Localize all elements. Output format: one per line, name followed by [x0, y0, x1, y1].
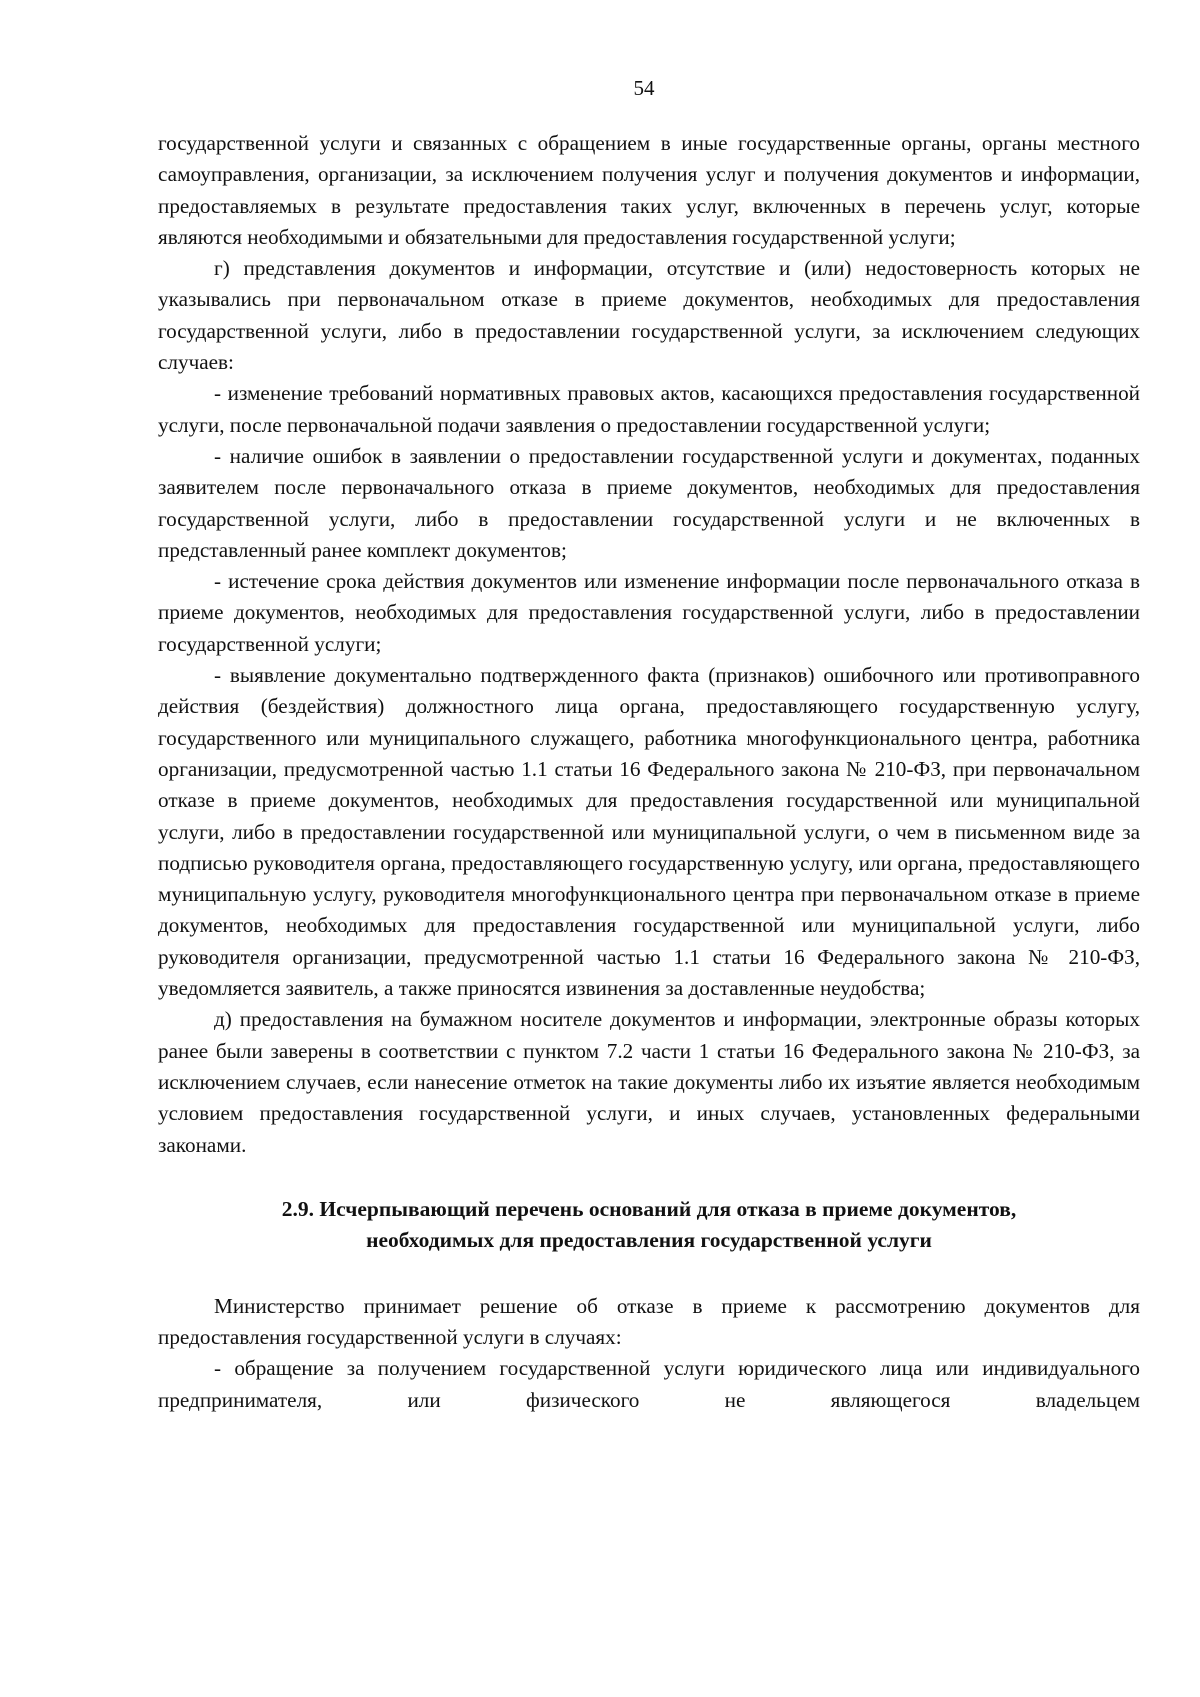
paragraph-ministry-decision: Министерство принимает решение об отказе в приеме к рассмотрению документов для предоставления государственной услуги в случаях: [158, 1293, 1140, 1350]
document-body [158, 128, 1140, 1416]
paragraph-bullet-legal-entity: - обращение за получением государственной услуги юридического лица или индивидуального предпринимателя, или физического не являющегося владельцем [158, 1356, 1140, 1412]
section-heading-line-1: 2.9. Исчерпывающий перечень оснований для отказа в приеме документов, [281, 1196, 1017, 1221]
section-heading [158, 1194, 1140, 1256]
paragraph-item-d: д) предоставления на бумажном носителе документов и информации, электронные образы которых ранее были заверены в соответствии с пунктом 7.2 части 1 статьи 16 Федерального закона № 210-ФЗ, за исключением случаев, если нанесение отметок на такие документы либо их изъятие является необходимым условием предоставления государственной услуги, и иных случаев, установленных федеральными законами. [158, 1007, 1140, 1157]
paragraph-item-g: г) представления документов и информации, отсутствие и (или) недостоверность которых не указывались при первоначальном отказе в приеме документов, необходимых для предоставления государственной услуги, либо в предоставлении государственной услуги, за исключением следующих случаев: [158, 256, 1140, 375]
paragraph-bullet-expiry: - истечение срока действия документов или изменение информации после первоначального отказа в приеме документов, необходимых для предоставления государственной услуги, либо в предоставлении государственной услуги; [158, 569, 1140, 656]
section-heading-line-2: необходимых для предоставления государственной услуги [366, 1227, 932, 1252]
paragraph-bullet-wrongful-action: - выявление документально подтвержденного факта (признаков) ошибочного или противоправного действия (бездействия) должностного лица органа, предоставляющего государственную услугу, государственного или муниципального служащего, работника многофункционального центра, работника организации, предусмотренной частью 1.1 статьи 16 Федерального закона № 210-ФЗ, при первоначальном отказе в приеме документов, необходимых для предоставления государственной или муниципальной услуги, либо в предоставлении государственной или муниципальной услуги, о чем в письменном виде за подписью руководителя органа, предоставляющего государственную услугу, или органа, предоставляющего муниципальную услугу, руководителя многофункционального центра при первоначальном отказе в приеме документов, необходимых для предоставления государственной или муниципальной услуги, либо руководителя организации, предусмотренной частью 1.1 статьи 16 Федерального закона № 210-ФЗ, уведомляется заявитель, а также приносятся извинения за доставленные неудобства; [158, 663, 1140, 1001]
page-number: 54 [633, 76, 655, 100]
paragraph-bullet-errors: - наличие ошибок в заявлении о предоставлении государственной услуги и документах, поданных заявителем после первоначального отказа в приеме документов, необходимых для предоставления государственной услуги, либо в предоставлении государственной услуги и не включенных в представленный ранее комплект документов; [158, 443, 1140, 562]
paragraph-bullet-requirements-change: - изменение требований нормативных правовых актов, касающихся предоставления государственной услуги, после первоначальной подачи заявления о предоставлении государственной услуги; [158, 381, 1140, 437]
paragraph-continuation: государственной услуги и связанных с обращением в иные государственные органы, органы местного самоуправления, организации, за исключением получения услуг и получения документов и информации, предоставляемых в результате предоставления таких услуг, включенных в перечень услуг, которые являются необходимыми и обязательными для предоставления государственной услуги; [158, 131, 1140, 249]
